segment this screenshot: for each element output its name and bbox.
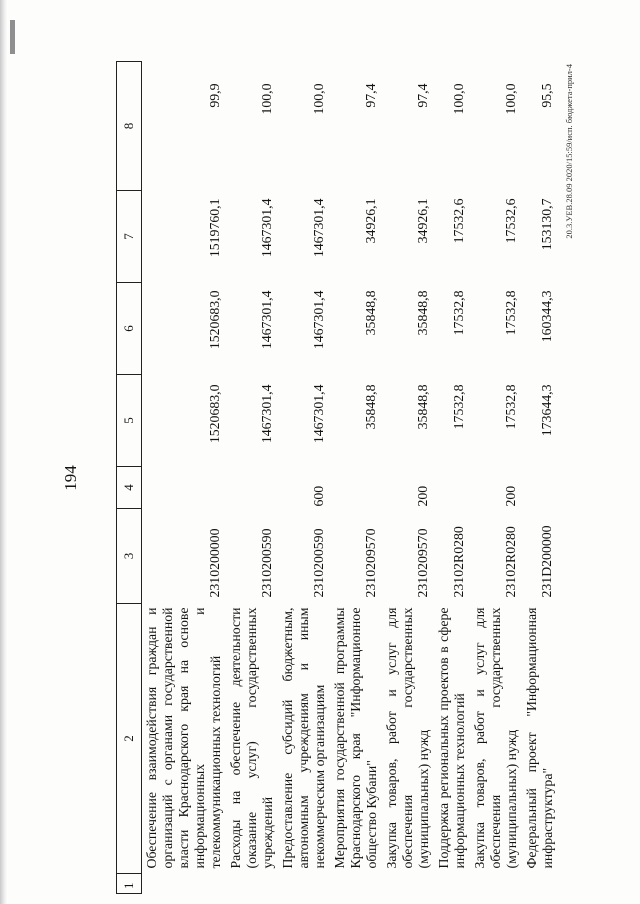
table-row — [382, 62, 434, 894]
percent-col8-cell: 100,0 — [259, 83, 274, 115]
value-col7-cell: 1467301,4 — [259, 198, 274, 258]
value-col7-cell: 34926,1 — [415, 198, 430, 244]
item-name-cell: Предоставление субсидий бюджетным, автономным учреждениям и иным некоммерческим организациям — [280, 607, 327, 869]
scan-mark — [10, 20, 15, 54]
target-code-cell: 231D200000 — [539, 525, 554, 598]
expense-type-cell: 600 — [311, 485, 326, 507]
value-col6-cell: 1467301,4 — [311, 290, 326, 350]
item-name-cell: Закупка товаров, работ и услуг для обеспечения государственных (муниципальных) нужд — [472, 607, 519, 869]
percent-col8-cell: 99,9 — [207, 83, 222, 108]
print-stamp: 20.3.УЕВ.28.09 2020/15:59/исп. бюджета-прил-4 — [564, 64, 574, 239]
header-col-1: 1 — [117, 874, 142, 894]
target-code-cell: 2310209570 — [415, 528, 430, 598]
table-row — [226, 62, 278, 894]
value-col6-cell: 35848,8 — [363, 290, 378, 336]
header-col-8: 8 — [117, 62, 142, 191]
expense-type-cell: 200 — [415, 485, 430, 507]
value-col5-cell: 1467301,4 — [259, 384, 274, 444]
item-name-cell: Обеспечение взаимодействия граждан и организаций с органами государственной власти Краснодарского края на основе информационных и телекоммуникационных технологий — [144, 607, 223, 869]
expense-type-cell: 200 — [503, 485, 518, 507]
table-body — [142, 62, 559, 894]
value-col6-cell: 160344,3 — [539, 290, 554, 343]
value-col5-cell: 35848,8 — [415, 384, 430, 430]
target-code-cell: 23102R0280 — [451, 526, 466, 598]
row-index-cell — [434, 874, 470, 894]
value-col7-cell: 1519760,1 — [207, 198, 222, 258]
header-col-6: 6 — [117, 283, 142, 375]
expense-type-cell — [522, 467, 558, 509]
target-code-cell: 2310200590 — [259, 528, 274, 598]
value-col6-cell: 1520683,0 — [207, 290, 222, 350]
expense-type-cell — [226, 467, 278, 509]
expense-type-cell — [142, 467, 227, 509]
page-number: 194 — [61, 465, 80, 491]
row-index-cell — [470, 874, 522, 894]
item-name-cell: Мероприятия государственной программы Краснодарского края "Информационное общество Кубани" — [332, 607, 379, 869]
value-col5-cell: 17532,8 — [451, 384, 466, 430]
percent-col8-cell: 95,5 — [539, 83, 554, 108]
value-col7-cell: 153130,7 — [539, 198, 554, 251]
table-row — [278, 62, 330, 894]
percent-col8-cell: 97,4 — [363, 83, 378, 108]
item-name-cell: Закупка товаров, работ и услуг для обеспечения государственных (муниципальных) нужд — [384, 607, 431, 869]
value-col6-cell: 17532,8 — [451, 290, 466, 336]
budget-table — [116, 61, 558, 894]
value-col7-cell: 17532,6 — [503, 198, 518, 244]
header-col-5: 5 — [117, 375, 142, 467]
item-name-cell: Поддержка региональных проектов в сфере информационных технологий — [436, 607, 467, 869]
row-index-cell — [382, 874, 434, 894]
percent-col8-cell: 100,0 — [311, 83, 326, 115]
header-col-2: 2 — [117, 604, 142, 874]
value-col7-cell: 34926,1 — [363, 198, 378, 244]
expense-type-cell — [434, 467, 470, 509]
value-col6-cell: 17532,8 — [503, 290, 518, 336]
percent-col8-cell: 100,0 — [451, 83, 466, 115]
value-col7-cell: 17532,6 — [451, 198, 466, 244]
value-col5-cell: 1520683,0 — [207, 384, 222, 444]
expense-type-cell — [330, 467, 382, 509]
row-index-cell — [278, 874, 330, 894]
target-code-cell: 2310200590 — [311, 528, 326, 598]
value-col5-cell: 1467301,4 — [311, 384, 326, 444]
row-index-cell — [522, 874, 558, 894]
header-col-7: 7 — [117, 191, 142, 283]
header-col-4: 4 — [117, 467, 142, 509]
table-row — [434, 62, 470, 894]
row-index-cell — [330, 874, 382, 894]
table-row — [142, 62, 227, 894]
item-name-cell: Федеральный проект "Информационная инфраструктура" — [524, 607, 555, 869]
target-code-cell: 23102R0280 — [503, 526, 518, 598]
header-col-3: 3 — [117, 509, 142, 604]
rotated-page — [60, 58, 580, 898]
percent-col8-cell: 100,0 — [503, 83, 518, 115]
table-header-row — [117, 62, 142, 894]
value-col5-cell: 17532,8 — [503, 384, 518, 430]
value-col6-cell: 1467301,4 — [259, 290, 274, 350]
scan-edge — [0, 0, 7, 904]
value-col5-cell: 35848,8 — [363, 384, 378, 430]
table-row — [522, 62, 558, 894]
row-index-cell — [226, 874, 278, 894]
target-code-cell: 2310200000 — [207, 528, 222, 598]
target-code-cell: 2310209570 — [363, 528, 378, 598]
item-name-cell: Расходы на обеспечение деятельности (оказание услуг) государственных учреждений — [228, 607, 275, 869]
percent-col8-cell: 97,4 — [415, 83, 430, 108]
value-col7-cell: 1467301,4 — [311, 198, 326, 258]
table-row — [330, 62, 382, 894]
row-index-cell — [142, 874, 227, 894]
value-col6-cell: 35848,8 — [415, 290, 430, 336]
value-col5-cell: 173644,3 — [539, 384, 554, 437]
table-row — [470, 62, 522, 894]
